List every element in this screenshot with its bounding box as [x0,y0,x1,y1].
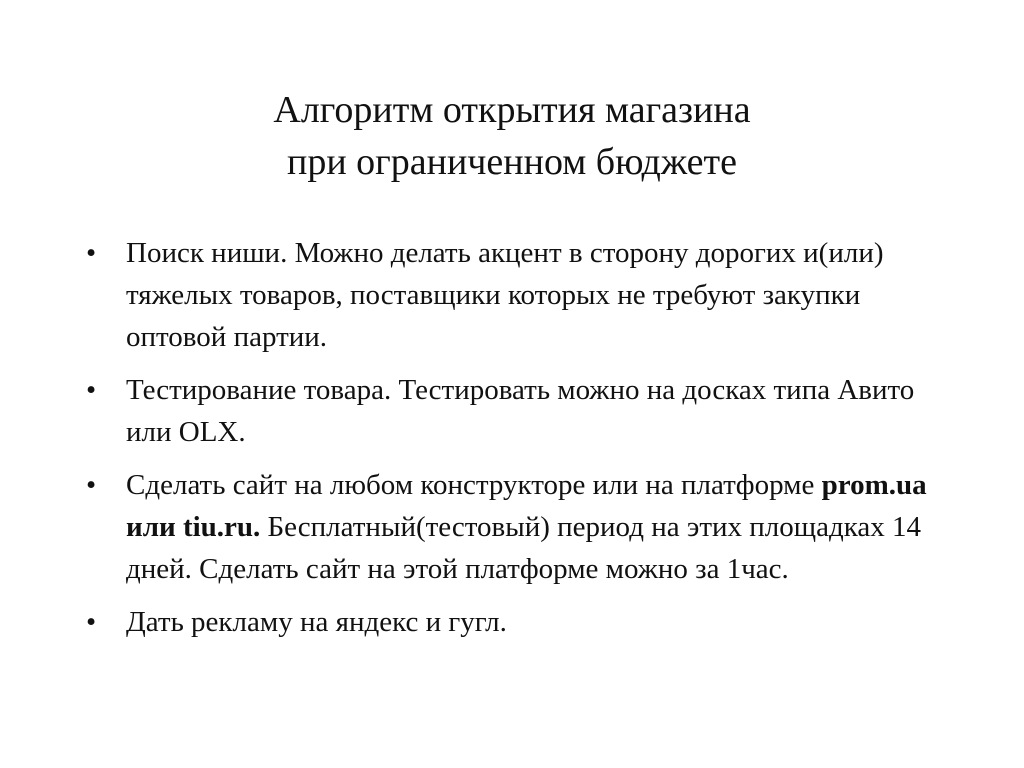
title-line-2: при ограниченном бюджете [287,141,737,183]
bullet-text-after: Бесплатный(тестовый) период на этих площадках 14 дней. Сделать сайт на этой платформе можно за 1час. [126,511,921,585]
bullet-text-before: Сделать сайт на любом конструкторе или на платформе [126,469,822,501]
slide-title [0,84,1024,188]
bullet-marker: • [86,237,97,269]
bullet-text-platforms: prom.ua или tiu.ru. [126,469,927,543]
bullet-marker: • [86,606,97,638]
bullet-item-ads [86,601,966,643]
bullet-item-niche [86,232,966,358]
bullet-text: Поиск ниши. Можно делать акцент в сторону дорогих и(или) тяжелых товаров, поставщики которых не требуют закупки оптовой партии. [126,237,884,353]
title-line-1: Алгоритм открытия магазина [273,89,751,131]
bullet-text: Дать рекламу на яндекс и гугл. [126,606,507,638]
bullet-text: Тестирование товара. Тестировать можно на досках типа Авито или OLX. [126,374,915,448]
bullet-list [86,232,966,654]
bullet-marker: • [86,374,97,406]
bullet-item-website [86,464,966,590]
bullet-marker: • [86,469,97,501]
bullet-item-testing [86,369,966,453]
